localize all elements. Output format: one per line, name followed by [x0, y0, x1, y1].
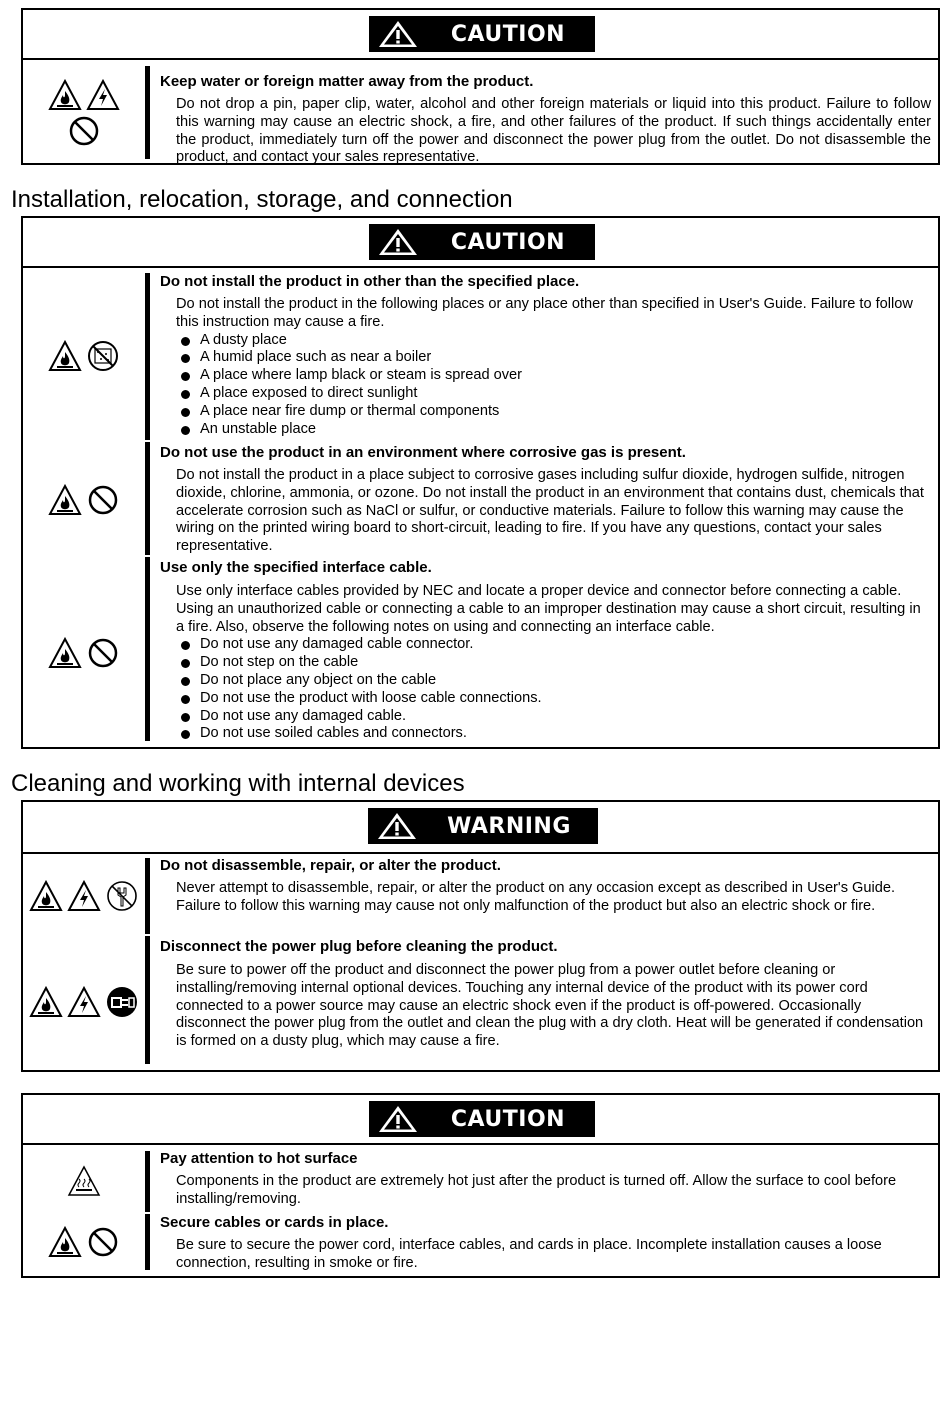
item-paragraph: Do not install the product in a place subject to corrosive gases including sulfur dioxide, hydrogen sulfide, nitrogen dioxide, chlorine, ammonia, or ozone. Do not install the product in an environment that contains dust, chemicals that accelerate corrosion such as NaCl or sulfur, or conductive materials. Failure to follow this warning may cause the wiring on the printed wiring board to short-circuit, leading to fire. If you have any questions, contact your sales representative. [176, 467, 924, 555]
fire-hazard-icon [29, 986, 63, 1018]
item-title: Do not use the product in an environment where corrosive gas is present. [160, 444, 686, 461]
no-dust-place-icon [86, 339, 120, 373]
item-bar [145, 273, 150, 440]
hot-surface-icon [67, 1165, 101, 1197]
item-title: Secure cables or cards in place. [160, 1214, 389, 1231]
item-paragraph: Be sure to secure the power cord, interface cables, and cards in place. Incomplete installation causes a loose connection, resulting in smoke or fire. [176, 1237, 882, 1271]
electric-shock-icon [67, 880, 101, 912]
item-icons [23, 984, 145, 1020]
list-item: A place where lamp black or steam is spread over [176, 367, 931, 385]
prohibited-icon [23, 115, 145, 147]
safety-item [23, 557, 938, 741]
warning-triangle-icon [369, 224, 427, 260]
caution-box-2 [21, 216, 940, 749]
item-text [176, 583, 931, 743]
warning-label: WARNING [447, 813, 571, 839]
item-paragraph: Do not drop a pin, paper clip, water, alcohol and other foreign materials or liquid into this product. Failure to follow this warning may cause an electric shock, a fire, and other failures of the product. If such things accidentally enter the product, immediately turn off the power and disconnect the power plug from the outlet. Do not disassemble the product, and contact your sales representative. [176, 96, 931, 166]
fire-hazard-icon [48, 340, 82, 372]
item-icons [23, 635, 145, 671]
no-disassembly-icon [105, 879, 139, 913]
electric-shock-icon [86, 79, 120, 111]
list-item: An unstable place [176, 421, 931, 439]
item-bar [145, 557, 150, 741]
warning-triangle-icon [368, 808, 426, 844]
fire-hazard-icon [29, 880, 63, 912]
list-item: A humid place such as near a boiler [176, 349, 931, 367]
caution-box-3 [21, 1093, 940, 1278]
safety-item [23, 1145, 938, 1212]
caution-label: CAUTION [450, 229, 566, 255]
item-icons [23, 482, 145, 518]
item-paragraph: Do not install the product in the following places or any place other than specified in User's Guide. Failure to follow this instruction may cause a fire. [176, 296, 913, 330]
caution-label: CAUTION [450, 1106, 566, 1132]
prohibited-icon [86, 637, 120, 669]
item-bar [145, 858, 150, 934]
list-item: A dusty place [176, 332, 931, 350]
safety-item [23, 268, 938, 440]
item-text [176, 96, 931, 167]
list-item: Do not use any damaged cable. [176, 708, 931, 726]
prohibited-icon [86, 484, 120, 516]
warning-badge [368, 808, 598, 844]
section-heading-installation: Installation, relocation, storage, and connection [11, 186, 513, 213]
safety-item [23, 936, 938, 1064]
list-item: Do not use soiled cables and connectors. [176, 725, 931, 743]
item-text [176, 467, 931, 556]
caution-badge [369, 224, 595, 260]
item-paragraph: Be sure to power off the product and disconnect the power plug from a power outlet before cleaning or installing/removing internal optional devices. Touching any internal device of the product with its power cord connected to a power source may cause an electric shock even if the product is off-powered. Occasionally disconnect the power plug from the outlet and clean the plug with a dry cloth. Heat will be generated if condensation is formed on a dusty plug, which may cause a fire. [176, 962, 924, 1050]
warning-header [23, 802, 938, 854]
safety-item [23, 1214, 938, 1270]
safety-item [23, 442, 938, 555]
unplug-icon [105, 985, 139, 1019]
fire-hazard-icon [48, 484, 82, 516]
item-bar [145, 1151, 150, 1212]
fire-hazard-icon [48, 79, 82, 111]
safety-item [23, 60, 938, 165]
list-item: Do not step on the cable [176, 654, 931, 672]
item-text [176, 1173, 931, 1209]
item-title: Disconnect the power plug before cleaning the product. [160, 938, 558, 955]
item-text [176, 1237, 931, 1273]
item-icons [23, 1224, 145, 1260]
list-item: Do not place any object on the cable [176, 672, 931, 690]
item-paragraph: Never attempt to disassemble, repair, or alter the product on any occasion except as described in User's Guide. Failure to follow this warning may cause not only malfunction of the product but also an electric shock or fire. [176, 880, 896, 914]
warning-triangle-icon [369, 1101, 427, 1137]
item-bar [145, 442, 150, 555]
item-text [176, 962, 931, 1051]
list-item: Do not use any damaged cable connector. [176, 636, 931, 654]
item-title: Use only the specified interface cable. [160, 559, 432, 576]
caution-box-1 [21, 8, 940, 165]
caution-label: CAUTION [450, 21, 566, 47]
caution-badge [369, 1101, 595, 1137]
bullet-list [176, 332, 931, 439]
list-item: Do not use the product with loose cable connections. [176, 690, 931, 708]
fire-hazard-icon [48, 1226, 82, 1258]
fire-hazard-icon [48, 637, 82, 669]
item-text [176, 880, 931, 916]
item-bar [145, 936, 150, 1064]
item-title: Do not install the product in other than the specified place. [160, 273, 580, 290]
item-paragraph: Use only interface cables provided by NEC and locate a proper device and connector before connecting a cable. Using an unauthorized cable or connecting a cable to an improper destination may cause a short circuit, resulting in a fire. Also, observe the following notes on using and connecting an interface cable. [176, 583, 921, 635]
caution-header [23, 1095, 938, 1145]
item-title: Pay attention to hot surface [160, 1150, 358, 1167]
electric-shock-icon [67, 986, 101, 1018]
caution-header [23, 10, 938, 60]
item-bar [145, 1214, 150, 1270]
item-title: Keep water or foreign matter away from the product. [160, 73, 534, 90]
list-item: A place exposed to direct sunlight [176, 385, 931, 403]
item-paragraph: Components in the product are extremely hot just after the product is turned off. Allow the surface to cool before installing/removing. [176, 1173, 897, 1207]
item-bar [145, 66, 150, 159]
caution-badge [369, 16, 595, 52]
caution-header [23, 218, 938, 268]
warning-box [21, 800, 940, 1072]
item-text [176, 296, 931, 438]
section-heading-cleaning: Cleaning and working with internal devices [11, 770, 465, 797]
item-icons [23, 878, 145, 914]
prohibited-icon [86, 1226, 120, 1258]
item-icons [23, 1163, 145, 1199]
list-item: A place near fire dump or thermal components [176, 403, 931, 421]
bullet-list [176, 636, 931, 743]
item-title: Do not disassemble, repair, or alter the product. [160, 857, 501, 874]
warning-triangle-icon [369, 16, 427, 52]
safety-item [23, 854, 938, 934]
item-icons [23, 75, 145, 150]
item-icons [23, 338, 145, 374]
